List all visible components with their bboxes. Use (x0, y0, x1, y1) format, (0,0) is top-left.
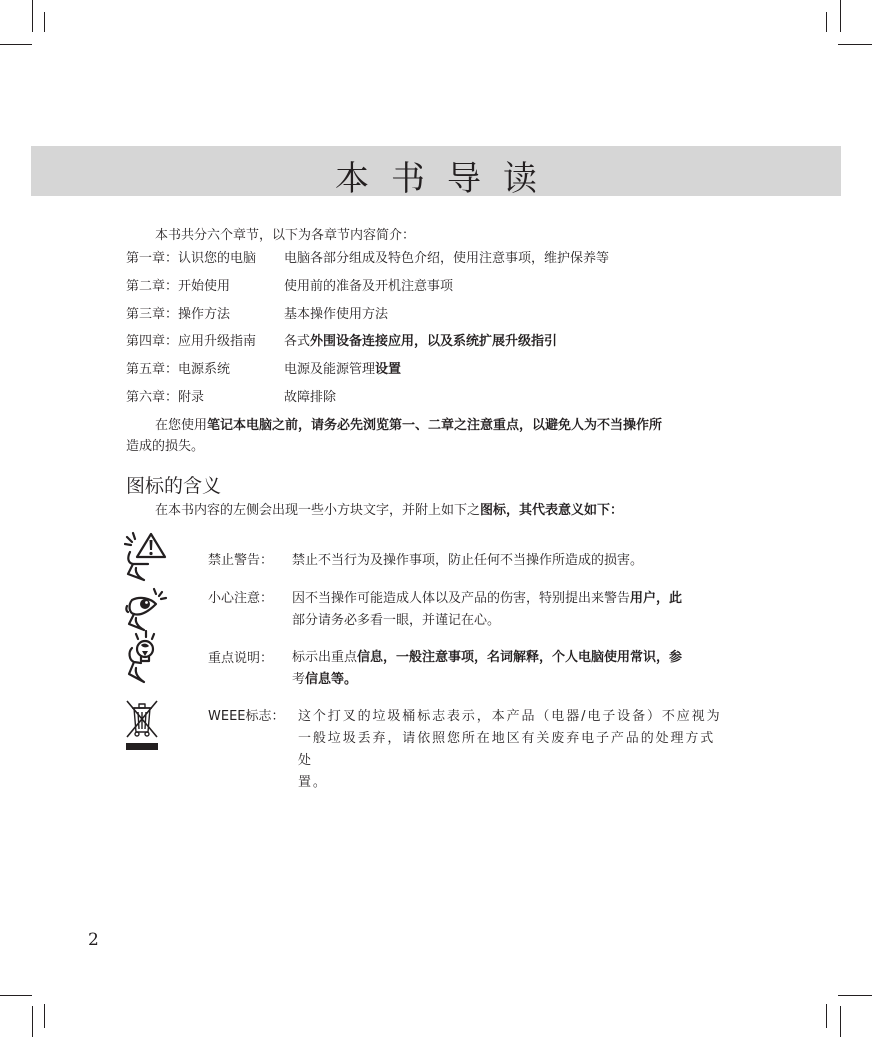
icon-description (292, 588, 726, 632)
chapter-desc-bold: 设置 (375, 362, 402, 377)
icon-description-line: 置。 (298, 775, 328, 790)
icon-description-text: 标示出重点 (292, 650, 358, 665)
chapter-desc-part: 各式 (284, 334, 311, 349)
warning-icon (124, 530, 170, 586)
chapter-name: 第四章：应用升级指南 (126, 334, 257, 349)
chapter-name: 第三章：操作方法 (126, 307, 231, 322)
chapter-desc: 使用前的准备及开机注意事项 (284, 279, 454, 294)
section-heading: 图标的含义 (126, 475, 222, 497)
icon-description-line: 一般垃圾丢弃，请依照您所在地区有关废弃电子产品的处理方式处 (298, 731, 716, 768)
icon-label: 重点说明： (208, 651, 274, 666)
notice-line-1 (155, 416, 662, 436)
page-title: 本书导读 (335, 159, 559, 199)
icon-description-bold: 信息，一般注意事项，名词解释，个人电脑使用常识，参 (357, 650, 683, 665)
icon-description-text: 考 (292, 672, 306, 687)
icon-description-line: 部分请务必多看一眼，并谨记在心。 (292, 613, 501, 628)
icon-description: 禁止不当行为及操作事项，防止任何不当操作所造成的损害。 (292, 553, 644, 568)
title-band (31, 146, 841, 199)
icon-description-line (292, 669, 726, 691)
icons-intro (155, 501, 623, 521)
chapter-name: 第二章：开始使用 (126, 279, 231, 294)
icon-description-line (292, 647, 726, 669)
intro-text: 本书共分六个章节，以下为各章节内容简介： (155, 228, 416, 243)
chapter-desc-bold: 外围设备连接应用，以及系统扩展升级指引 (310, 334, 558, 349)
icon-label: WEEE标志： (208, 709, 285, 724)
icon-description-bold: 信息等。 (305, 672, 358, 687)
notice-line-2: 造成的损失。 (126, 439, 205, 454)
chapter-desc-part: 电源及能源管理 (284, 362, 376, 377)
chapter-name: 第五章：电源系统 (126, 362, 231, 377)
notice-bold-text: 笔记本电脑之前，请务必先浏览第一、二章之注意重点，以避免人为不当操作所 (207, 418, 663, 433)
lightbulb-icon (124, 630, 170, 686)
chapter-desc (284, 332, 557, 352)
chapter-name: 第六章：附录 (126, 390, 205, 405)
chapter-desc: 电脑各部分组成及特色介绍，使用注意事项，维护保养等 (284, 251, 610, 266)
chapter-desc (284, 360, 401, 380)
icon-description (298, 706, 728, 794)
icons-intro-text: 在本书内容的左侧会出现一些小方块文字，并附上如下之 (155, 503, 481, 518)
icon-description-line (292, 588, 726, 610)
chapter-desc: 故障排除 (284, 390, 337, 405)
icon-description-text: 因不当操作可能造成人体以及产品的伤害，特别提出来警告 (292, 591, 631, 606)
icon-description-line: 这个打叉的垃圾桶标志表示，本产品（电器/电子设备）不应视为 (298, 709, 722, 724)
notice-text: 在您使用 (155, 418, 208, 433)
icon-label: 禁止警告： (208, 553, 274, 568)
icons-intro-bold: 图标，其代表意义如下： (480, 503, 624, 518)
chapter-desc: 基本操作使用方法 (284, 307, 389, 322)
page-number: 2 (88, 930, 99, 950)
icon-description (292, 647, 726, 691)
weee-bin-icon (122, 698, 162, 754)
icon-label: 小心注意： (208, 591, 274, 606)
chapter-name: 第一章：认识您的电脑 (126, 251, 257, 266)
icon-description-bold: 用户，此 (630, 591, 683, 606)
